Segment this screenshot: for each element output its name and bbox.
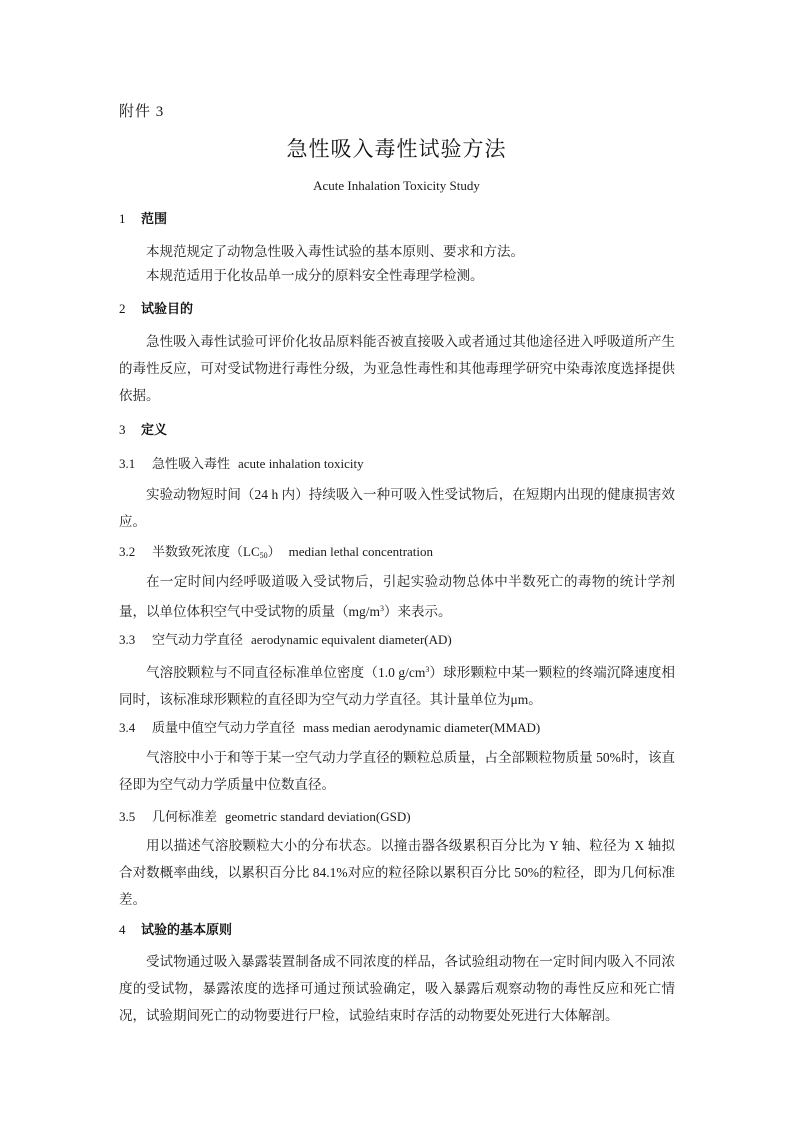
- section-4-paragraph: 受试物通过吸入暴露装置制备成不同浓度的样品，各试验组动物在一定时间内吸入不同浓度的受试物，暴露浓度的选择可通过预试验确定，吸入暴露后观察动物的毒性反应和死亡情况，试验期间死亡的动物要进行尸检，试验结束时存活的动物要处死进行大体解剖。: [119, 954, 675, 1023]
- document-title: 急性吸入毒性试验方法: [286, 137, 507, 161]
- section-4-heading: [119, 919, 232, 938]
- subsection-3-1-text: 实验动物短时间（24 h 内）持续吸入一种可吸入性受试物后，在短期内出现的健康损害效应。: [119, 487, 675, 529]
- subsection-3-5-heading: [119, 806, 411, 825]
- term-cn: 几何标准差: [152, 809, 218, 824]
- subsection-number: 3.5: [119, 809, 136, 824]
- subsection-3-3-heading: [119, 629, 452, 648]
- superscript: 3: [380, 604, 385, 613]
- term-en: median lethal concentration: [288, 544, 434, 559]
- superscript: 3: [425, 665, 430, 674]
- subsection-number: 3.1: [119, 456, 136, 471]
- section-title: 试验目的: [141, 302, 194, 317]
- term-en: aerodynamic equivalent diameter(AD): [251, 632, 452, 647]
- term-en: mass median aerodynamic diameter(MMAD): [303, 720, 541, 735]
- subsection-3-2-text: [119, 568, 675, 625]
- subsection-3-1-heading: [119, 453, 364, 472]
- subsection-3-4-heading: [119, 717, 540, 736]
- section-number: 1: [119, 211, 126, 226]
- subsection-3-3-text: [119, 656, 675, 713]
- term-cn-suffix: ）: [267, 544, 281, 559]
- term-subscript: 50: [259, 551, 268, 560]
- term-cn: 质量中值空气动力学直径: [152, 720, 296, 735]
- subsection-3-4-text: 气溶胶中小于和等于某一空气动力学直径的颗粒总质量，占全部颗粒物质量 50%时，该直径即为空气动力学质量中位数直径。: [119, 750, 675, 792]
- section-3-heading: [119, 419, 167, 438]
- section-1-heading: [119, 208, 167, 227]
- section-title: 范围: [141, 212, 168, 227]
- term-cn: 急性吸入毒性: [152, 456, 231, 471]
- text-prefix: 在一定时间内经呼吸道吸入受试物后，引起实验动物总体中半数死亡的毒物的统计学剂量，以单位体积空气中受试物的质量（mg/m: [119, 574, 675, 619]
- section-title: 定义: [141, 423, 168, 438]
- subsection-3-5-text: 用以描述气溶胶颗粒大小的分布状态。以撞击器各级累积百分比为 Y 轴、粒径为 X 轴拟合对数概率曲线，以累积百分比 84.1%对应的粒径除以累积百分比 50%的粒径，即为几何标准差。: [119, 838, 675, 907]
- text-suffix: ）来表示。: [384, 604, 452, 619]
- section-1-paragraph-2: 本规范适用于化妆品单一成分的原料安全性毒理学检测。: [146, 268, 484, 283]
- section-number: 4: [119, 922, 126, 937]
- subsection-3-2-heading: [119, 541, 433, 560]
- term-cn: 半数致死浓度（LC: [152, 544, 260, 559]
- subsection-number: 3.2: [119, 544, 136, 559]
- section-number: 2: [119, 301, 126, 316]
- term-en: geometric standard deviation(GSD): [225, 809, 411, 824]
- section-1-paragraph-1: 本规范规定了动物急性吸入毒性试验的基本原则、要求和方法。: [146, 244, 524, 259]
- section-title: 试验的基本原则: [141, 923, 233, 938]
- section-2-paragraph: 急性吸入毒性试验可评价化妆品原料能否被直接吸入或者通过其他途径进入呼吸道所产生的毒性反应，可对受试物进行毒性分级，为亚急性毒性和其他毒理学研究中染毒浓度选择提供依据。: [119, 334, 675, 403]
- term-cn: 空气动力学直径: [152, 632, 244, 647]
- text-suffix: ）球形颗粒中某一颗粒的终端沉降速度相同时，该标准球形颗粒的直径即为空气动力学直径。其计量单位为μm。: [119, 665, 675, 707]
- subsection-number: 3.4: [119, 720, 136, 735]
- subsection-number: 3.3: [119, 632, 136, 647]
- term-en: acute inhalation toxicity: [238, 456, 364, 471]
- text-prefix: 气溶胶颗粒与不同直径标准单位密度（1.0 g/cm: [146, 665, 426, 680]
- attachment-label: 附件 3: [119, 104, 165, 120]
- section-number: 3: [119, 422, 126, 437]
- section-2-heading: [119, 298, 193, 317]
- document-subtitle: Acute Inhalation Toxicity Study: [313, 178, 480, 193]
